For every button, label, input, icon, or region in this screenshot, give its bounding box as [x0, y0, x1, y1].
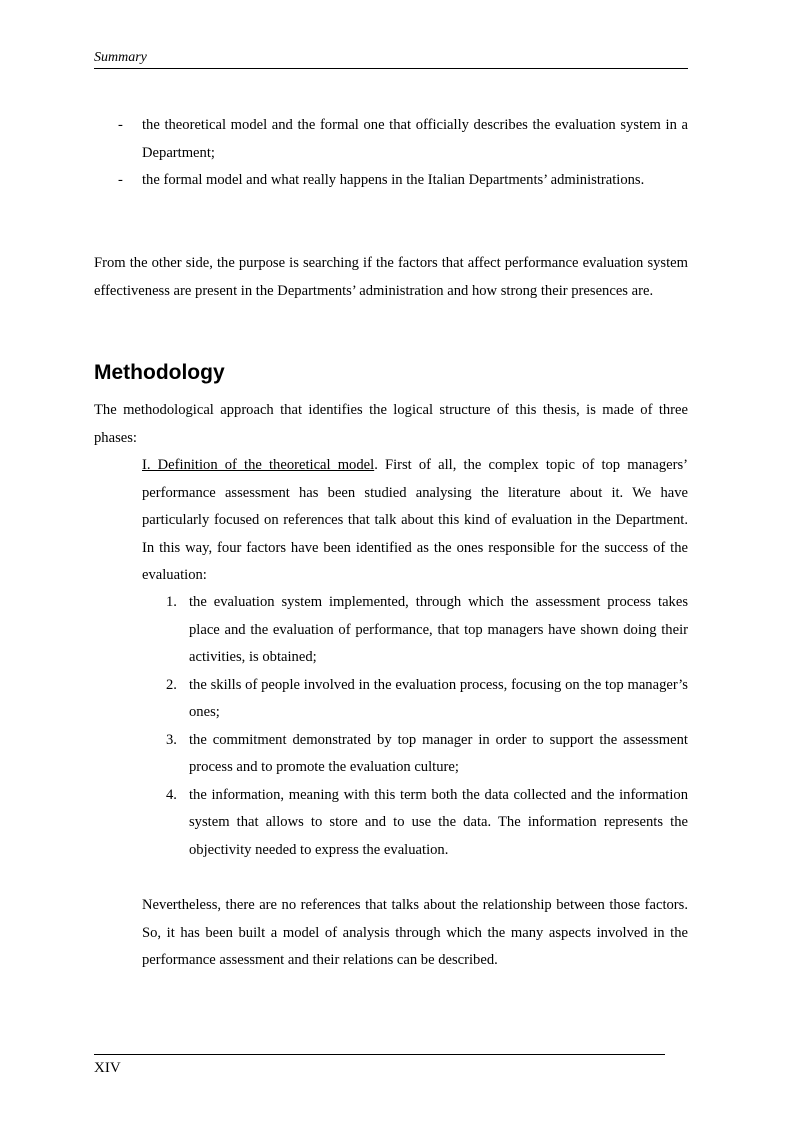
list-number: 4.	[166, 786, 177, 803]
methodology-intro: The methodological approach that identifies the logical structure of this thesis, is made of three phases:	[94, 402, 688, 446]
list-number: 3.	[166, 731, 177, 748]
factors-list	[142, 589, 688, 864]
list-item	[94, 112, 688, 167]
list-item	[142, 727, 688, 782]
list-number: 1.	[166, 594, 177, 610]
phase-paragraph	[142, 452, 688, 590]
list-bullet: -	[118, 172, 123, 188]
phase-text: . First of all, the complex topic of top managers’ performance assessment has been studied analysing the literature about it. We have particularly focused on references that talk about this kind of evaluation in the Department. In this way, four factors have been identified as the ones responsible for the success of the evaluation:	[142, 457, 688, 583]
running-header: Summary	[94, 50, 147, 65]
list-item	[142, 672, 688, 727]
list-item-text: the formal model and what really happens in the Italian Departments’ administrations.	[142, 172, 645, 188]
page-number: XIV	[94, 1060, 121, 1076]
purpose-paragraph: From the other side, the purpose is searching if the factors that affect performance evaluation system effectiveness are present in the Departments’ administration and how strong their presences are.	[94, 255, 688, 299]
list-item-text: the skills of people involved in the evaluation process, focusing on the top manager’s ones;	[189, 676, 688, 720]
closing-paragraph: Nevertheless, there are no references that talks about the relationship between those factors. So, it has been built a model of analysis through which the many aspects involved in the performance assessment and their relations can be described.	[142, 897, 688, 968]
list-number: 2.	[166, 676, 177, 693]
list-item-text: the information, meaning with this term both the data collected and the information system that allows to store and to use the data. The information represents the objectivity needed to express the evaluation.	[189, 786, 688, 858]
footer-rule	[94, 1054, 665, 1055]
list-item	[142, 782, 688, 865]
list-item-text: the theoretical model and the formal one that officially describes the evaluation system in a Department;	[142, 117, 688, 161]
section-heading: Methodology	[94, 361, 225, 384]
list-item	[94, 167, 688, 195]
list-bullet: -	[118, 117, 123, 133]
intro-list	[94, 112, 688, 195]
list-item	[142, 589, 688, 672]
list-item-text: the evaluation system implemented, through which the assessment process takes place and the evaluation of performance, that top managers have shown doing their activities, is obtained;	[189, 594, 688, 665]
phase-title: I. Definition of the theoretical model	[142, 457, 375, 473]
header-rule	[94, 68, 688, 69]
list-item-text: the commitment demonstrated by top manager in order to support the assessment process and to promote the evaluation culture;	[189, 731, 688, 775]
